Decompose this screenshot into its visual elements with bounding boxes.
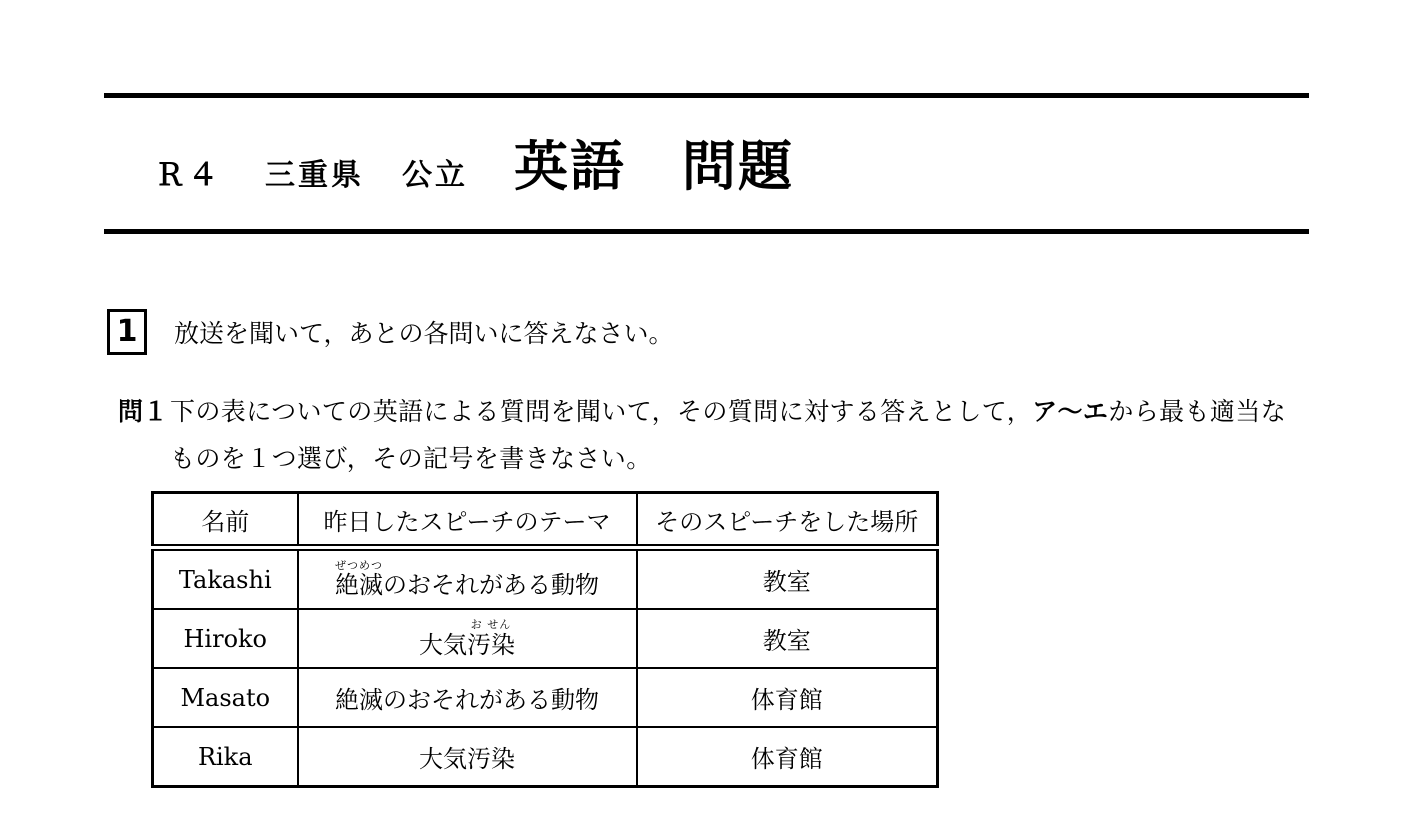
table-cell-theme: 絶滅のおそれがある動物 — [298, 668, 637, 727]
sub-question1-line1 — [170, 388, 1335, 435]
era-label: Ｒ４ — [155, 158, 221, 193]
table-row — [153, 548, 938, 610]
sub-question1-line1-post: から最も適当な — [1108, 397, 1287, 426]
table-cell-theme — [298, 548, 637, 610]
prefecture-label: 三重県 — [265, 158, 364, 193]
table-header-row — [153, 493, 938, 548]
sub-question1-line1-pre: 下の表についての英語による質問を聞いて，その質問に対する答えとして， — [170, 397, 1033, 426]
table-cell-theme: 大気汚染 — [298, 727, 637, 787]
table-cell-place: 体育館 — [637, 727, 938, 787]
theme-pre: 大気 — [419, 630, 467, 659]
subject-title: 英語 問題 — [514, 135, 794, 198]
sub-question1-label: 問１ — [118, 397, 169, 426]
speech-table — [151, 491, 939, 788]
table-cell-name: Takashi — [153, 548, 298, 610]
question1 — [107, 309, 674, 355]
title-rule-bottom — [104, 229, 1309, 234]
theme-furigana: ぜつめつ — [335, 559, 383, 572]
table-cell-name: Hiroko — [153, 609, 298, 668]
school-type-label: 公立 — [402, 158, 468, 193]
sub-question1-line2: ものを１つ選び，その記号を書きなさい。 — [170, 444, 652, 473]
table-cell-theme — [298, 609, 637, 668]
table-cell-place: 体育館 — [637, 668, 938, 727]
table-cell-place: 教室 — [637, 609, 938, 668]
theme-ruby — [467, 617, 515, 659]
column-header-place: そのスピーチをした場所 — [637, 493, 938, 548]
theme-rest: のおそれがある動物 — [383, 571, 599, 599]
page-title — [155, 124, 794, 201]
question1-number: 1 — [116, 314, 138, 349]
table-cell-name: Masato — [153, 668, 298, 727]
sub-question1 — [118, 388, 1335, 482]
column-header-theme: 昨日したスピーチのテーマ — [298, 493, 637, 548]
table-row — [153, 727, 938, 787]
theme-ruby-base: 汚染 — [467, 630, 515, 659]
column-header-name: 名前 — [153, 493, 298, 548]
table-cell-place: 教室 — [637, 548, 938, 610]
question1-instruction: 放送を聞いて，あとの各問いに答えなさい。 — [174, 319, 674, 348]
choice-range-label: ア～エ — [1032, 397, 1109, 426]
theme-ruby — [335, 559, 383, 599]
table-row — [153, 668, 938, 727]
table-cell-name: Rika — [153, 727, 298, 787]
title-rule-top — [104, 93, 1309, 98]
sub-question1-body — [170, 388, 1335, 482]
table-row — [153, 609, 938, 668]
question1-number-box — [107, 309, 147, 355]
theme-ruby-base: 絶滅 — [335, 571, 383, 599]
theme-furigana: お せん — [467, 617, 515, 631]
